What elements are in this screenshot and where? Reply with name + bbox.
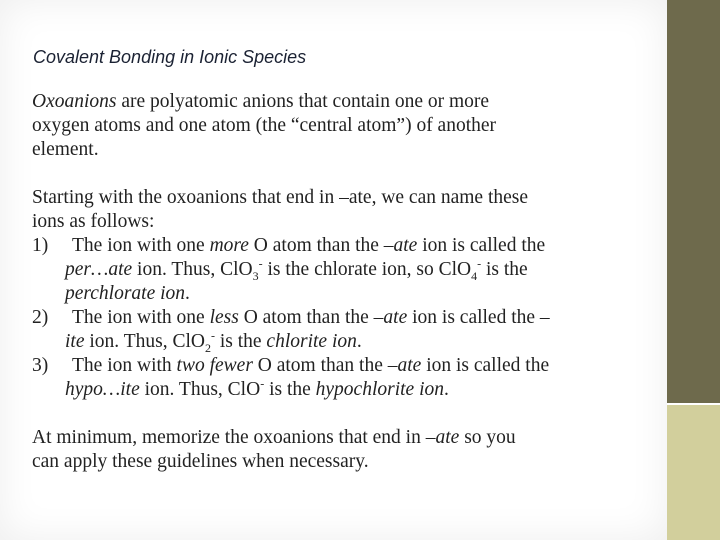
rule-number: 2) [32,307,49,328]
rule-number: 1) [32,235,49,256]
slide-body [32,90,662,474]
term-oxoanions: Oxoanions [32,91,117,112]
decorative-sidebar [667,0,720,540]
naming-intro: Starting with the oxoanions that end in –ate, we can name these ions as follows: [32,187,529,232]
slide-title: Covalent Bonding in Ionic Species [33,47,307,67]
memorize-note: At minimum, memorize the oxoanions that end in –ate so you can apply these guidelines when necessary. [32,427,516,472]
rule-item-1: 1) The ion with one more O atom than the –ate ion is called the [32,235,546,256]
sidebar-accent-band [667,405,720,540]
rule-number: 3) [32,355,49,376]
rule-item-1-cont: per…ate ion. Thus, ClO$_3$- is the chlorate ion, so ClO$_4$- is the perchlorate ion. [65,256,528,304]
rule-item-3: 3) The ion with two fewer O atom than the –ate ion is called the [32,355,550,376]
rule-item-3-cont: hypo…ite ion. Thus, ClO- is the hypochlorite ion. [65,376,449,400]
rule-item-2-cont: ite ion. Thus, ClO$_2$- is the chlorite ion. [65,328,362,355]
rule-item-2: 2) The ion with one less O atom than the –ate ion is called the – [32,307,550,328]
oxoanion-definition: Oxoanions are polyatomic anions that contain one or more oxygen atoms and one atom (the “central atom”) of another element. [32,91,497,160]
